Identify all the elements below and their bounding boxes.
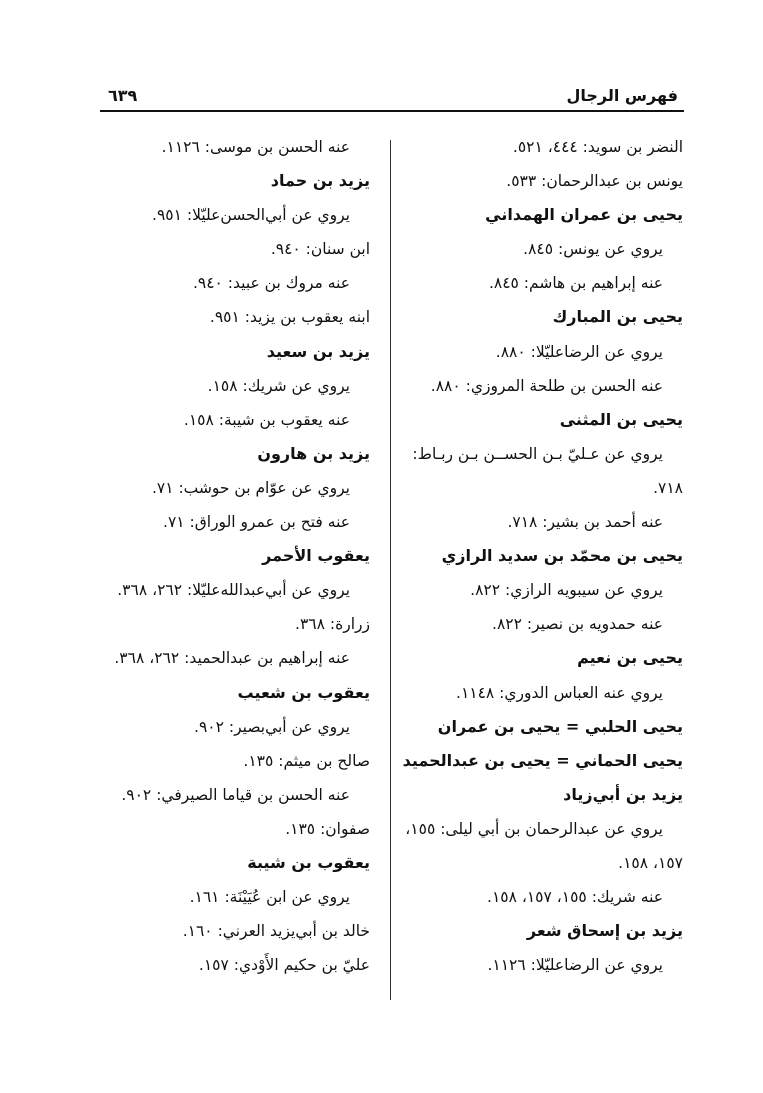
entry-heading: يحيى بن نعيم [577,648,683,668]
entry-heading: يحيى بن المبارك [552,307,683,327]
page-number: ٦٣٩ [108,86,138,105]
entry-line: عنه حمدويه بن نصير: ٨٢٢. [492,615,663,634]
entry-line: عنه أحمد بن بشير: ٧١٨. [507,513,663,532]
right-column [388,130,683,982]
entry-line: النضر بن سويد: ٤٤٤، ٥٢١. [512,138,683,156]
entry-line: عنه مروك بن عبيد: ٩٤٠. [192,274,350,293]
entry-line: يروي عن أبي‌الحسن‌عليّلا: ٩٥١. [152,206,350,225]
entry-line: عنه فتح بن عمرو الوراق: ٧١. [163,513,350,532]
entry-line: يروي عن سيبويه الرازي: ٨٢٢. [470,581,663,600]
entry-line: عنه شريك: ١٥٥، ١٥٧، ١٥٨. [487,888,663,907]
entry-line: يروي عن الرضاعليّلا: ٨٨٠. [495,342,663,361]
entry-heading: يعقوب الأحمر [262,546,370,566]
entry-line: ٧١٨. [653,478,683,497]
entry-line: زرارة: ٣٦٨. [295,615,370,634]
entry-line: عنه الحسن بن قياما الصيرفي: ٩٠٢. [121,785,350,804]
entry-line: يروي عن الرضاعليّلا: ١١٢٦. [487,956,663,975]
page-header [108,86,678,112]
entry-line: يروي عنه العباس الدوري: ١١٤٨. [456,683,663,702]
entry-line: يروي عن ابن عُيَيْنَة: ١٦١. [189,888,350,907]
entry-heading: يحيى بن المثنى [559,409,683,429]
entry-line: يروي عن أبي‌عبدالله‌عليّلا: ٢٦٢، ٣٦٨. [117,581,350,600]
entry-line: يونس بن عبدالرحمان: ٥٣٣. [506,172,683,191]
entry-line: يروي عن عـليّ بـن الحســن بـن ربـاط: [412,444,663,463]
entry-heading: يحيى الحماني = يحيى بن عبدالحميد [402,750,683,770]
entry-line: يروي عن أبي‌بصير: ٩٠٢. [194,717,350,736]
entry-heading: يزيد بن أبي‌زياد [563,784,683,804]
entry-line: عنه الحسن بن موسى: ١١٢٦. [161,138,350,156]
entry-line: عنه إبراهيم بن عبدالحميد: ٢٦٢، ٣٦٨. [114,649,350,668]
entry-line: يروي عن عوّام بن حوشب: ٧١. [151,478,350,497]
entry-line: ابنه يعقوب بن يزيد: ٩٥١. [209,308,370,327]
running-title: فهرس الرجال [566,86,678,105]
entry-heading: يزيد بن إسحاق شعر [526,921,683,941]
entry-line: عنه يعقوب بن شيبة: ١٥٨. [183,410,350,429]
entry-heading: يحيى بن محمّد بن سديد الرازي [441,546,683,566]
entry-line: عليّ بن حكيم الأَوْدي: ١٥٧. [198,956,370,975]
entry-line: صالح بن ميثم: ١٣٥. [243,751,370,770]
entry-line: خالد بن أبي‌يزيد العرني: ١٦٠. [182,922,370,941]
entry-heading: يزيد بن حماد [270,171,370,191]
entry-heading: يحيى الحلبي = يحيى بن عمران [437,716,683,736]
entry-heading: يحيى بن عمران الهمداني [485,205,683,225]
entry-line: يروي عن يونس: ٨٤٥. [523,240,663,259]
entry-line: ١٥٧، ١٥٨. [618,853,683,872]
entry-line: عنه إبراهيم بن هاشم: ٨٤٥. [488,274,663,293]
entry-line: يروي عن عبدالرحمان بن أبي ليلى: ١٥٥، [405,819,663,838]
entry-heading: يعقوب بن شيبة [247,852,370,872]
column-divider [390,140,391,1000]
entry-line: ابن سنان: ٩٤٠. [270,240,370,259]
entry-line: عنه الحسن بن طلحة المروزي: ٨٨٠. [430,376,663,395]
entry-line: يروي عن شريك: ١٥٨. [207,376,350,395]
entry-line: صفوان: ١٣٥. [285,819,370,838]
entry-heading: يعقوب بن شعيب [237,682,370,702]
entry-heading: يزيد بن هارون [257,443,370,463]
header-rule [100,110,684,112]
entry-heading: يزيد بن سعيد [266,341,370,361]
left-column [100,130,370,982]
